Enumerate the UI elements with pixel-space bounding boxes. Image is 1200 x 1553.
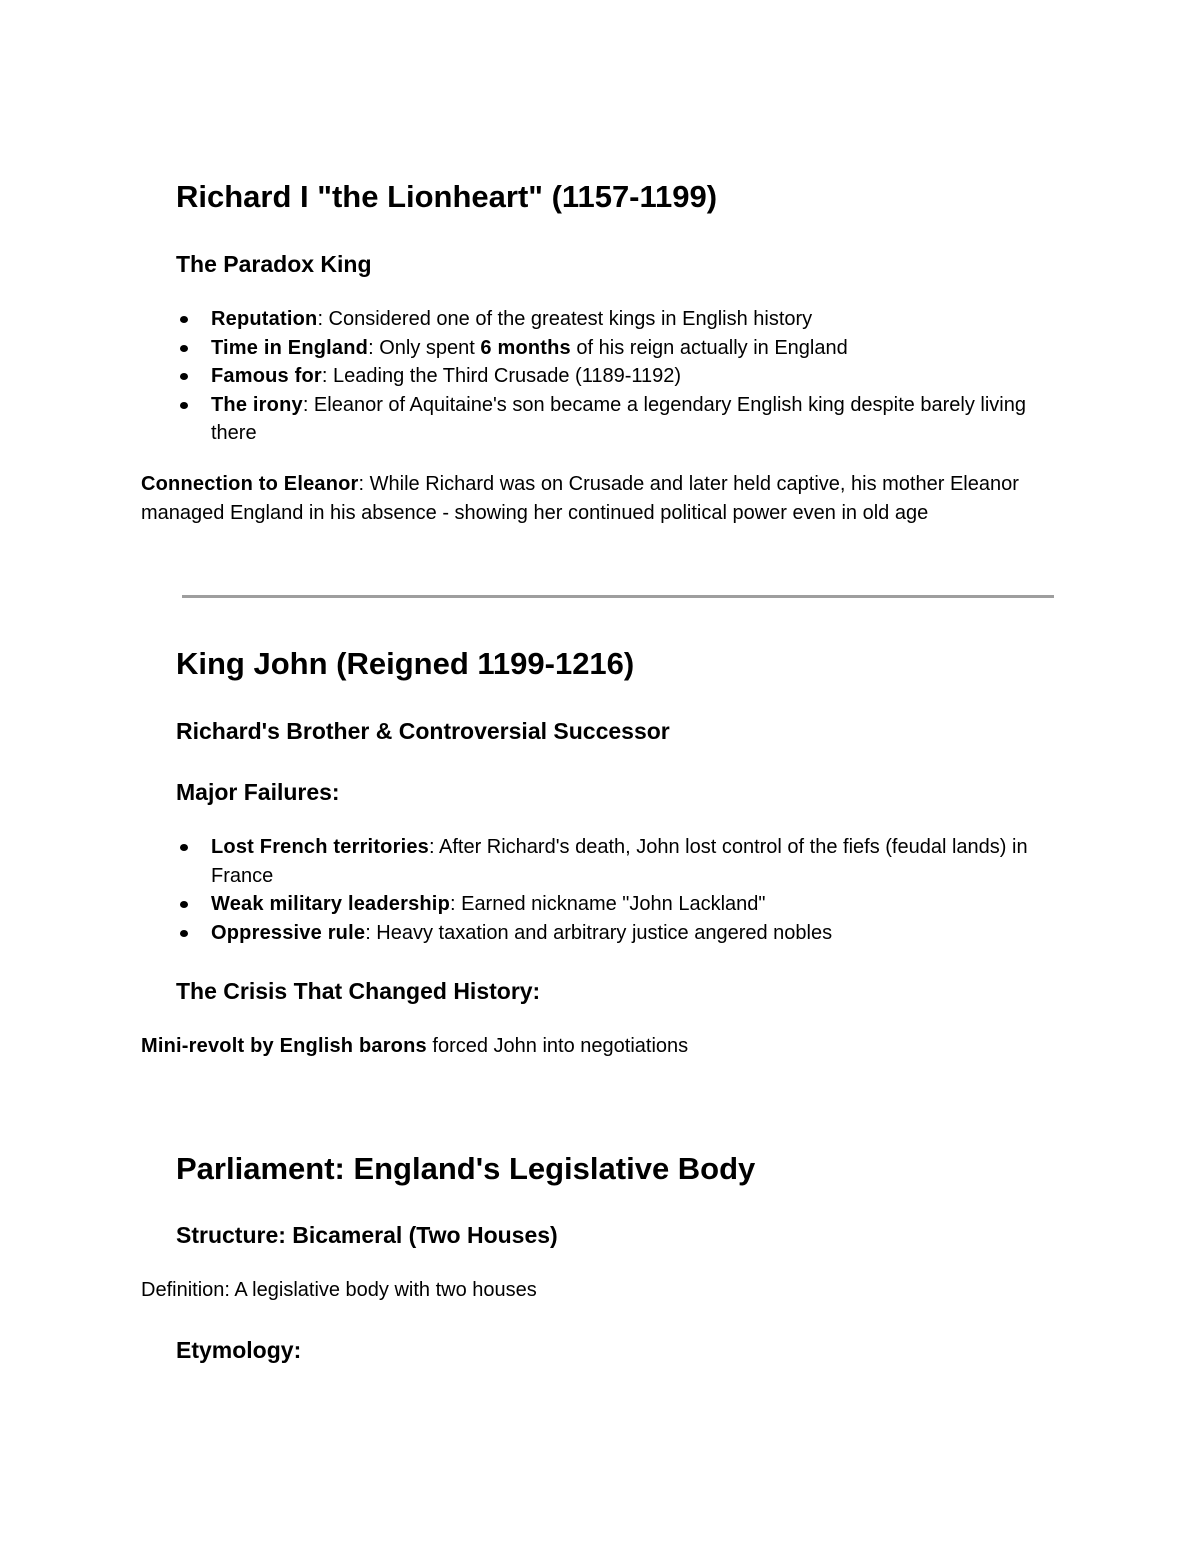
bullet-text: of his reign actually in England xyxy=(570,336,848,359)
bullet-label: Weak military leadership xyxy=(211,893,450,915)
horizontal-divider xyxy=(182,595,1054,598)
richard-connection-paragraph xyxy=(141,470,1041,528)
list-item xyxy=(211,362,1051,391)
crisis-label: Mini-revolt by English barons xyxy=(141,1035,427,1057)
bullet-label: Time in England xyxy=(211,336,369,359)
bullet-icon xyxy=(180,316,188,323)
bullet-icon xyxy=(180,345,188,352)
richard-bullet-list xyxy=(211,305,1051,448)
bullet-bold-text: 6 months xyxy=(480,336,571,359)
connection-text: : While Richard was on Crusade and later held captive, his mother Eleanor managed England in his absence - showing her continued political power even in old age xyxy=(141,473,1019,524)
list-item xyxy=(211,334,1051,363)
richard-title: Richard I "the Lionheart" (1157-1199) xyxy=(176,179,718,214)
list-item xyxy=(211,919,1051,948)
crisis-text: forced John into negotiations xyxy=(426,1035,689,1057)
bullet-label: Famous for xyxy=(211,365,322,387)
parliament-definition: Definition: A legislative body with two houses xyxy=(141,1279,537,1301)
john-crisis-heading: The Crisis That Changed History: xyxy=(176,978,541,1004)
parliament-etymology-heading: Etymology: xyxy=(176,1337,302,1363)
bullet-label: Oppressive rule xyxy=(211,921,366,944)
bullet-text: : Eleanor of Aquitaine's son became a legendary English king despite barely living there xyxy=(211,393,1026,444)
list-item xyxy=(211,391,1051,448)
bullet-label: Reputation xyxy=(211,308,318,330)
bullet-icon xyxy=(180,373,188,380)
connection-label: Connection to Eleanor xyxy=(141,473,359,495)
john-failures-heading: Major Failures: xyxy=(176,779,340,805)
bullet-icon xyxy=(180,402,188,409)
bullet-icon xyxy=(180,901,188,908)
bullet-text: : Considered one of the greatest kings in English history xyxy=(317,308,813,330)
bullet-text: : Heavy taxation and arbitrary justice angered nobles xyxy=(365,921,833,944)
john-title: King John (Reigned 1199-1216) xyxy=(176,646,635,681)
richard-subtitle: The Paradox King xyxy=(176,251,372,277)
bullet-icon xyxy=(180,844,188,851)
bullet-text: : After Richard's death, John lost control of the fiefs (feudal lands) in France xyxy=(211,836,1028,887)
john-subtitle: Richard's Brother & Controversial Successor xyxy=(176,718,670,744)
bullet-label: The irony xyxy=(211,393,303,416)
bullet-text: : Leading the Third Crusade (1189-1192) xyxy=(321,365,682,387)
john-crisis-paragraph xyxy=(141,1032,1041,1061)
bullet-text: : Earned nickname "John Lackland" xyxy=(449,893,766,915)
parliament-title: Parliament: England's Legislative Body xyxy=(176,1151,756,1186)
list-item xyxy=(211,833,1051,890)
list-item xyxy=(211,305,1051,334)
john-bullet-list xyxy=(211,833,1051,947)
bullet-label: Lost French territories xyxy=(211,836,429,858)
bullet-icon xyxy=(180,930,188,937)
bullet-text: : Only spent xyxy=(368,336,481,359)
parliament-subtitle: Structure: Bicameral (Two Houses) xyxy=(176,1222,558,1248)
list-item xyxy=(211,890,1051,919)
